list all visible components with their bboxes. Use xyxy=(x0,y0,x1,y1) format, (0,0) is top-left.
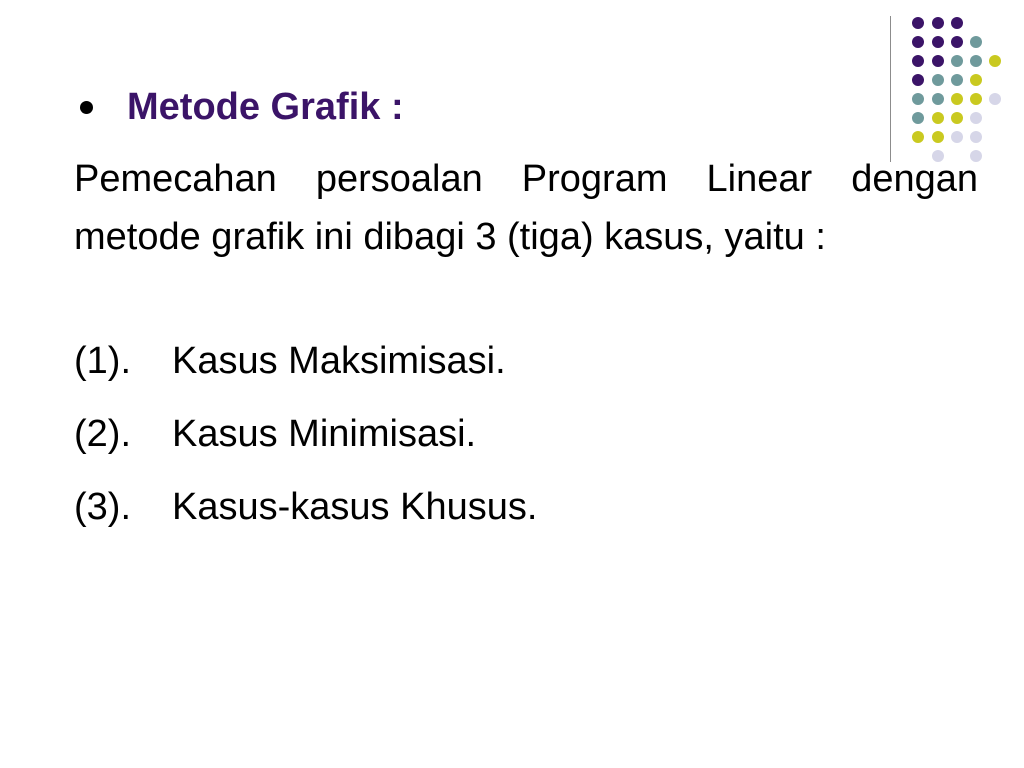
list-item xyxy=(74,405,978,478)
heading-row xyxy=(80,80,404,134)
list-item-number: (3). xyxy=(74,486,131,528)
decoration-dot xyxy=(932,55,944,67)
decoration-dot xyxy=(970,36,982,48)
decoration-dot xyxy=(970,112,982,124)
decoration-dot xyxy=(932,112,944,124)
list-item-number: (1). xyxy=(74,340,131,382)
bullet-dot-icon xyxy=(80,101,93,114)
decoration-dot xyxy=(951,112,963,124)
list-item xyxy=(74,332,978,405)
decoration-dot xyxy=(912,93,924,105)
decoration-dot xyxy=(951,55,963,67)
list-item-number: (2). xyxy=(74,413,131,455)
decoration-dot xyxy=(951,131,963,143)
decoration-dot xyxy=(932,93,944,105)
decoration-dot xyxy=(970,93,982,105)
decoration-dot xyxy=(912,112,924,124)
decoration-dot xyxy=(951,17,963,29)
list-item xyxy=(74,478,978,551)
decoration-dot xyxy=(970,55,982,67)
decoration-dot xyxy=(912,74,924,86)
decoration-dot xyxy=(932,17,944,29)
decoration-dot xyxy=(912,55,924,67)
case-list xyxy=(74,332,978,551)
decoration-dot xyxy=(912,36,924,48)
decoration-dot xyxy=(951,74,963,86)
list-item-text: Kasus Minimisasi. xyxy=(172,413,477,455)
decoration-dot xyxy=(951,36,963,48)
intro-paragraph: Pemecahan persoalan Program Linear dengan metode grafik ini dibagi 3 (tiga) kasus, yaitu : xyxy=(74,158,978,258)
list-item-text: Kasus Maksimisasi. xyxy=(172,340,506,382)
decoration-dot xyxy=(932,36,944,48)
divider-line xyxy=(890,16,891,162)
slide-heading: Metode Grafik : xyxy=(127,86,404,128)
decoration-dot xyxy=(970,74,982,86)
decoration-dot xyxy=(932,131,944,143)
decoration-dot xyxy=(970,131,982,143)
list-item-text: Kasus-kasus Khusus. xyxy=(172,486,538,528)
decoration-dot xyxy=(912,17,924,29)
decoration-dot xyxy=(989,93,1001,105)
decoration-dot xyxy=(932,74,944,86)
decoration-dot xyxy=(989,55,1001,67)
decoration-dot xyxy=(912,131,924,143)
decoration-dot xyxy=(951,93,963,105)
